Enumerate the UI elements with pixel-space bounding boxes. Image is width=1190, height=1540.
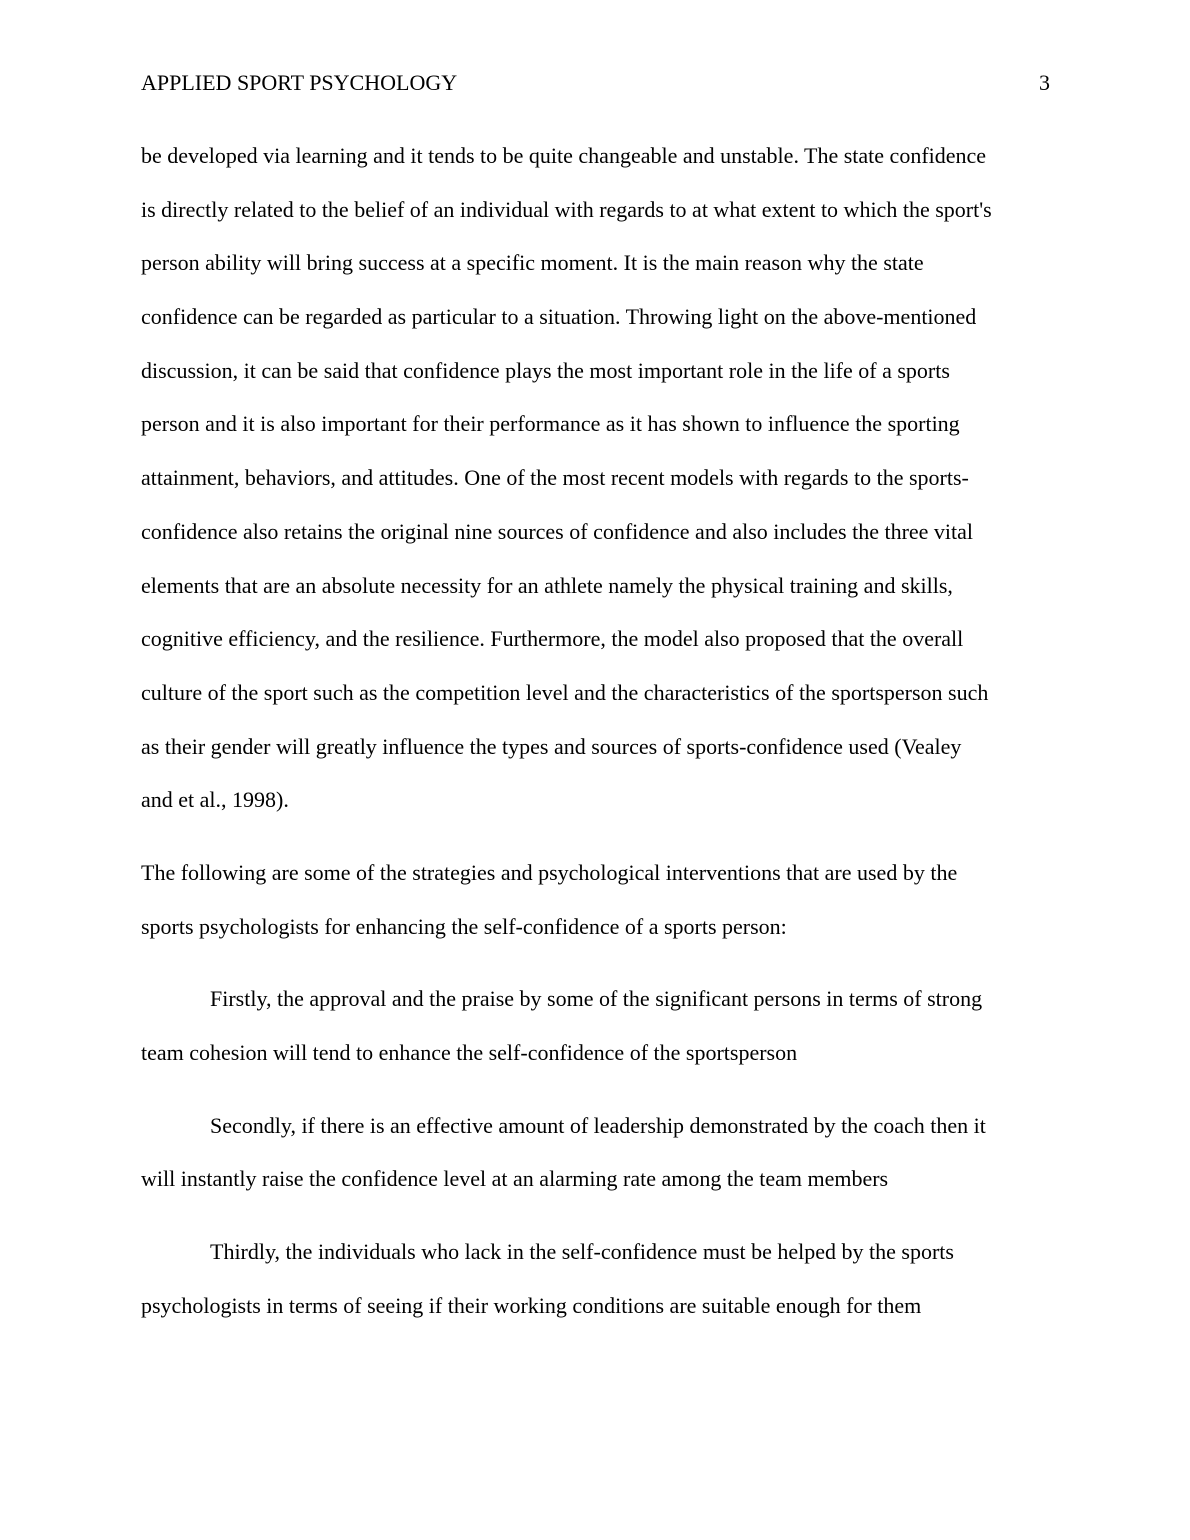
running-head: APPLIED SPORT PSYCHOLOGY <box>141 70 458 95</box>
text-line: cognitive efficiency, and the resilience. Furthermore, the model also proposed that the overall <box>141 626 964 652</box>
text-line: discussion, it can be said that confidence plays the most important role in the life of a sports <box>141 357 950 383</box>
text-line: as their gender will greatly influence the types and sources of sports-confidence used (Vealey <box>141 733 962 759</box>
paragraph-strategy-first <box>141 972 1051 1079</box>
text-line: culture of the sport such as the competition level and the characteristics of the sportsperson such <box>141 679 989 705</box>
body-text <box>141 129 1051 1332</box>
paragraph-continuation <box>141 129 1051 827</box>
paragraph-strategy-third <box>141 1225 1051 1332</box>
text-line: be developed via learning and it tends to be quite changeable and unstable. The state confidence <box>141 143 987 168</box>
text-line: elements that are an absolute necessity for an athlete namely the physical training and skills, <box>141 572 953 598</box>
text-line: team cohesion will tend to enhance the self-confidence of the sportsperson <box>141 1040 798 1065</box>
text-line: confidence can be regarded as particular to a situation. Throwing light on the above-mentioned <box>141 304 977 330</box>
text-line: Firstly, the approval and the praise by some of the significant persons in terms of strong <box>210 986 983 1012</box>
text-line: is directly related to the belief of an individual with regards to at what extent to which the sport's <box>141 196 992 222</box>
page-number: 3 <box>1039 70 1050 95</box>
text-line: confidence also retains the original nine sources of confidence and also includes the three vital <box>141 518 974 544</box>
paragraph-strategy-second <box>141 1099 1051 1206</box>
text-line: person ability will bring success at a specific moment. It is the main reason why the state <box>141 250 924 276</box>
text-line: attainment, behaviors, and attitudes. One of the most recent models with regards to the sports- <box>141 465 969 491</box>
text-line: person and it is also important for their performance as it has shown to influence the sporting <box>141 411 960 437</box>
text-line: Secondly, if there is an effective amount of leadership demonstrated by the coach then it <box>210 1112 986 1138</box>
paragraph-strategies-intro <box>141 846 1051 953</box>
text-line: will instantly raise the confidence level at an alarming rate among the team members <box>141 1166 889 1192</box>
text-line: sports psychologists for enhancing the self-confidence of a sports person: <box>141 913 787 939</box>
text-line: Thirdly, the individuals who lack in the self-confidence must be helped by the sports <box>210 1239 954 1265</box>
text-line: The following are some of the strategies and psychological interventions that are used by the <box>141 859 958 885</box>
text-line: and et al., 1998). <box>141 787 289 813</box>
text-line: psychologists in terms of seeing if their working conditions are suitable enough for them <box>141 1292 922 1318</box>
